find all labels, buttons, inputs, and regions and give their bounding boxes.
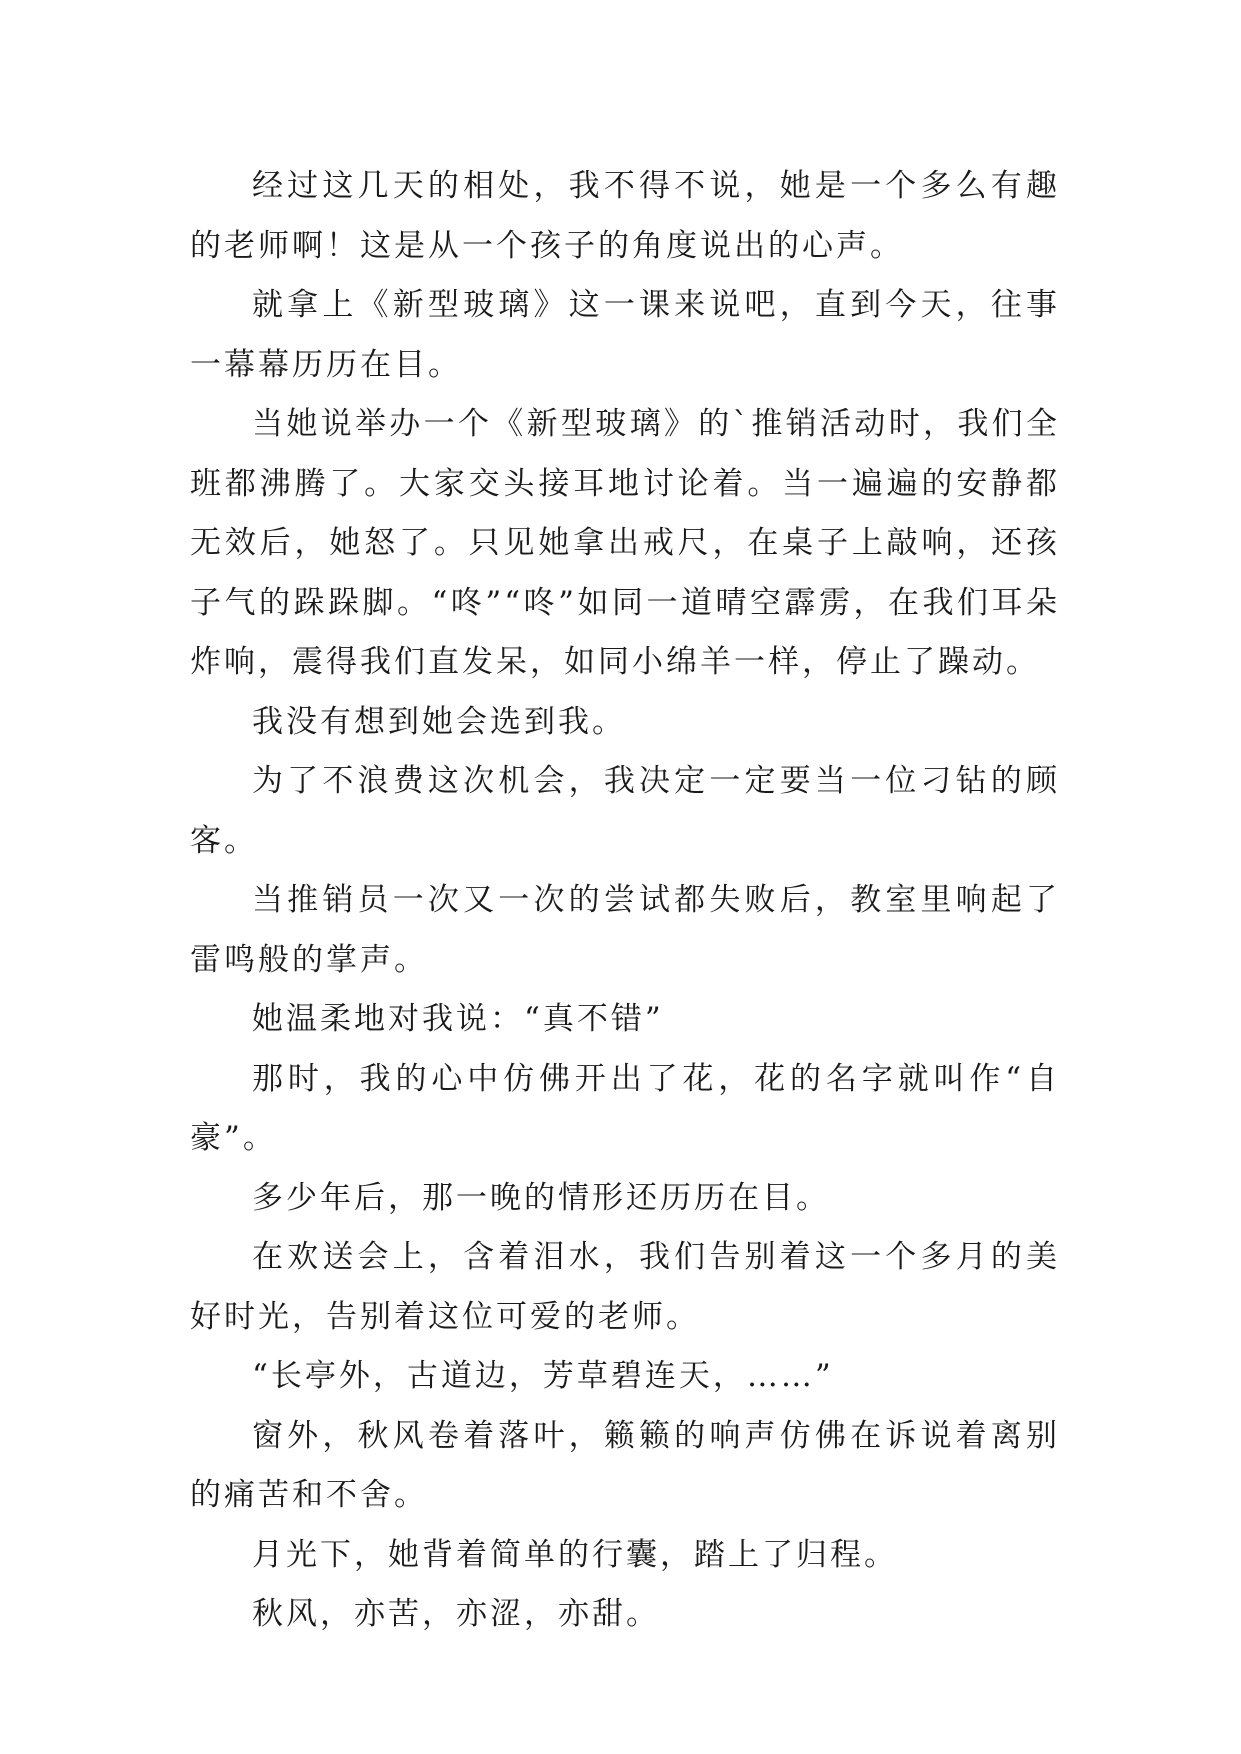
paragraph: 月光下，她背着简单的行囊，踏上了归程。	[252, 1536, 898, 1573]
paragraph: 当她说举办一个《新型玻璃》的`推销活动时，我们全班都沸腾了。大家交头接耳地讨论着。当一遍遍的安静都无效后，她怒了。只见她拿出戒尺，在桌子上敲响，还孩子气的跺跺脚。“咚”“咚”如同一道晴空霹雳，在我们耳朵炸响，震得我们直发呆，如同小绵羊一样，停止了躁动。	[190, 406, 1060, 680]
paragraph: 为了不浪费这次机会，我决定一定要当一位刁钻的顾客。	[190, 763, 1060, 859]
paragraph: 窗外，秋风卷着落叶，籁籁的响声仿佛在诉说着离别的痛苦和不舍。	[190, 1417, 1060, 1513]
paragraph: 当推销员一次又一次的尝试都失败后，教室里响起了雷鸣般的掌声。	[190, 882, 1060, 978]
paragraph: 经过这几天的相处，我不得不说，她是一个多么有趣的老师啊！这是从一个孩子的角度说出的心声。	[190, 168, 1060, 264]
paragraph: 我没有想到她会选到我。	[252, 703, 626, 740]
document-body	[190, 157, 1060, 1645]
paragraph: “长亭外，古道边，芳草碧连天，……”	[252, 1358, 834, 1394]
paragraph: 那时，我的心中仿佛开出了花，花的名字就叫作“自豪”。	[190, 1060, 1060, 1156]
paragraph: 就拿上《新型玻璃》这一课来说吧，直到今天，往事一幕幕历历在目。	[190, 287, 1060, 383]
paragraph: 多少年后，那一晚的情形还历历在目。	[252, 1179, 830, 1216]
paragraph: 她温柔地对我说：“真不错”	[252, 1001, 664, 1037]
paragraph: 秋风，亦苦，亦涩，亦甜。	[252, 1596, 660, 1632]
paragraph: 在欢送会上，含着泪水，我们告别着这一个多月的美好时光，告别着这位可爱的老师。	[190, 1239, 1060, 1335]
